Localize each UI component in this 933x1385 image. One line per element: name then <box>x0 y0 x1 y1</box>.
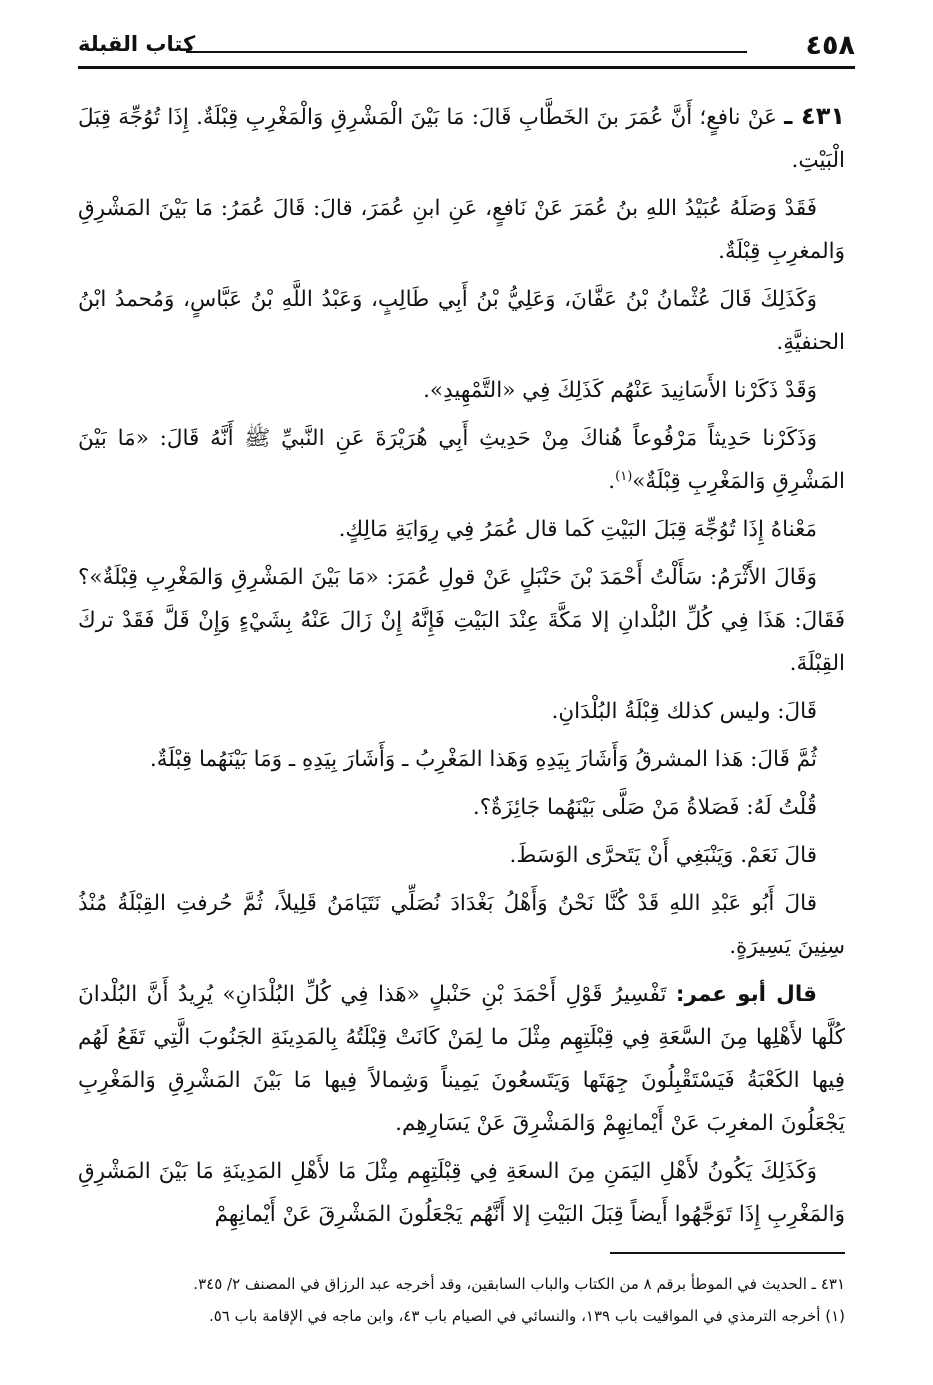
paragraph: قالَ أَبُو عَبْدِ اللهِ قَدْ كُنَّا نَحْنُ وَأَهْلُ بَغْدَادَ نُصَلِّي نَتَيَامَنُ قَلِيلاً، ثُمَّ حُرفتِ القِبْلَةُ مُنْذُ سِنِينَ يَسِيرَةٍ. <box>78 891 845 959</box>
running-title: كتاب القبلة <box>78 32 196 56</box>
header-rule <box>78 66 855 69</box>
header-line <box>186 51 747 53</box>
paragraph-text: عَنْ نافعٍ؛ أَنَّ عُمَرَ بنَ الخَطَّابِ قَالَ: مَا بَيْنَ الْمَشْرِقِ وَالْمَغْرِبِ قِبْلَةٌ. إِذَا تُوُجِّهَ قِبَلَ الْبَيْتِ. <box>78 105 845 173</box>
hadith-number: ٤٣١ ـ <box>784 102 845 130</box>
paragraph: قُلْتُ لَهُ: فَصَلاةُ مَنْ صَلَّى بَيْنَهُما جَائِزَةٌ؟. <box>472 795 817 820</box>
paragraph-text: وَذَكَرْنا حَدِيثاً مَرْفُوعاً هُناكَ مِنْ حَدِيثِ أَبِي هُرَيْرَةَ عَنِ النَّبيِّ ﷺ أَنَّهُ قَالَ: «مَا بَيْنَ المَشْرِقِ وَالمَغْرِبِ قِبْلَةٌ» <box>78 426 845 494</box>
paragraph-431 <box>78 95 845 182</box>
paragraph <box>78 973 845 1145</box>
footnote-separator <box>610 1252 845 1254</box>
footnote: ٤٣١ ـ الحديث في الموطأ برقم ٨ من الكتاب والباب السابقين، وقد أخرجه عبد الرزاق في المصنف ٢/ ٣٤٥. <box>193 1275 845 1293</box>
section-lead: قال أبو عمر: <box>675 982 817 1007</box>
footnote-ref: (١) <box>615 468 633 484</box>
paragraph: مَعْناهُ إِذَا تُوُجِّهَ قِبَلَ البَيْتِ كَما قال عُمَرُ فِي رِوَايَةِ مَالِكٍ. <box>338 517 817 542</box>
main-text <box>78 95 845 1241</box>
paragraph: وَقَدْ ذَكَرْنا الأَسَانِيدَ عَنْهُم كَذَلِكَ فِي «التَّمْهِيدِ». <box>423 378 817 403</box>
footnote: (١) أخرجه الترمذي في المواقيت باب ١٣٩، والنسائي في الصيام باب ٤٣، وابن ماجه في الإقامة باب ٥٦. <box>208 1307 845 1325</box>
paragraph: وَكَذَلِكَ قَالَ عُثْمانُ بْنُ عَفَّانَ، وَعَلِيُّ بْنُ أَبِي طَالِبٍ، وَعَبْدُ اللَّهِ بْنُ عَبَّاسٍ، وَمُحمدُ ابْنُ الحنفيَّةِ. <box>78 287 845 355</box>
paragraph: وَقَالَ الأَثْرَمُ: سَأَلْتُ أَحْمَدَ بْنَ حَنْبَلٍ عَنْ قولِ عُمَرَ: «مَا بَيْنَ المَشْرِقِ وَالمَغْرِبِ قِبْلَةٌ»؟ فَقَالَ: هَذَا فِي كُلِّ البُلْدانِ إلا مَكَّةَ عِنْدَ البَيْتِ فَإِنَّهُ إِنْ زَالَ عَنْهُ بِشَيْءٍ وَإِنْ قَلَّ فَقَدْ تركَ القِبْلَةَ. <box>78 565 845 676</box>
paragraph <box>78 417 845 503</box>
paragraph-text: تَفْسِيرُ قَوْلِ أَحْمَدَ بْنِ حَنْبلٍ «هَذا فِي كُلِّ البُلْدَانِ» يُرِيدُ أَنَّ البُلْدانَ كُلَّها لأَهْلِها مِنَ السَّعَةِ فِي قِبْلَتِهِم مِثْلَ ما لِمَنْ كَانَتْ قِبْلَتُهُ بِالمَدِينَةِ الجَنُوبَ الَّتِي تَقَعُ لَهُم فِيها الكَعْبَةُ فَيَسْتَقْبِلُونَ جِهَتَها وَيَتَسعُونَ يَمِيناً وَشِمالاً فِيها مَا بَيْنَ المَشْرِقِ وَالمَغْرِبِ يَجْعَلُونَ المغرِبَ عَنْ أَيْمانِهِمْ وَالمَشْرِقَ عَنْ يَسَارِهِم. <box>78 982 845 1136</box>
paragraph: قالَ نَعَمْ. وَيَنْبَغِي أَنْ يَتَحرَّى الوَسَطَ. <box>509 843 817 868</box>
paragraph: قَالَ: وليس كذلك قِبْلَةُ البُلْدَانِ. <box>551 699 817 724</box>
footnotes <box>78 1268 845 1332</box>
paragraph: فَقَدْ وَصَلَهُ عُبَيْدُ اللهِ بنُ عُمَرَ عَنْ نَافعٍ، عَنِ ابنِ عُمَرَ، قالَ: قَالَ عُمَرُ: مَا بَيْنَ المَشْرِقِ وَالمغرِبِ قِبْلَةٌ. <box>78 196 845 264</box>
paragraph: ثُمَّ قَالَ: هَذا المشرقُ وَأَشَارَ بِيَدِهِ وَهَذا المَغْرِبُ ـ وَأَشَارَ بِيَدِهِ ـ وَمَا بَيْنَهُما قِبْلَةٌ. <box>149 747 817 772</box>
paragraph: وَكَذَلِكَ يَكُونُ لأَهْلِ اليَمَنِ مِنَ السعَةِ فِي قِبْلَتِهِم مِثْلَ مَا لأَهْلِ المَدِينَةِ مَا بَيْنَ المَشْرِقِ وَالمَغْرِبِ إِذَا تَوَجَّهُوا أَيضاً قِبَلَ البَيْتِ إلا أَنَّهُم يَجْعَلُونَ المَشْرِقَ عَنْ أَيْمانِهِمْ <box>78 1159 845 1227</box>
paragraph-end: . <box>608 469 616 494</box>
page-header <box>78 26 855 66</box>
page-number: ٤٥٨ <box>805 30 855 61</box>
